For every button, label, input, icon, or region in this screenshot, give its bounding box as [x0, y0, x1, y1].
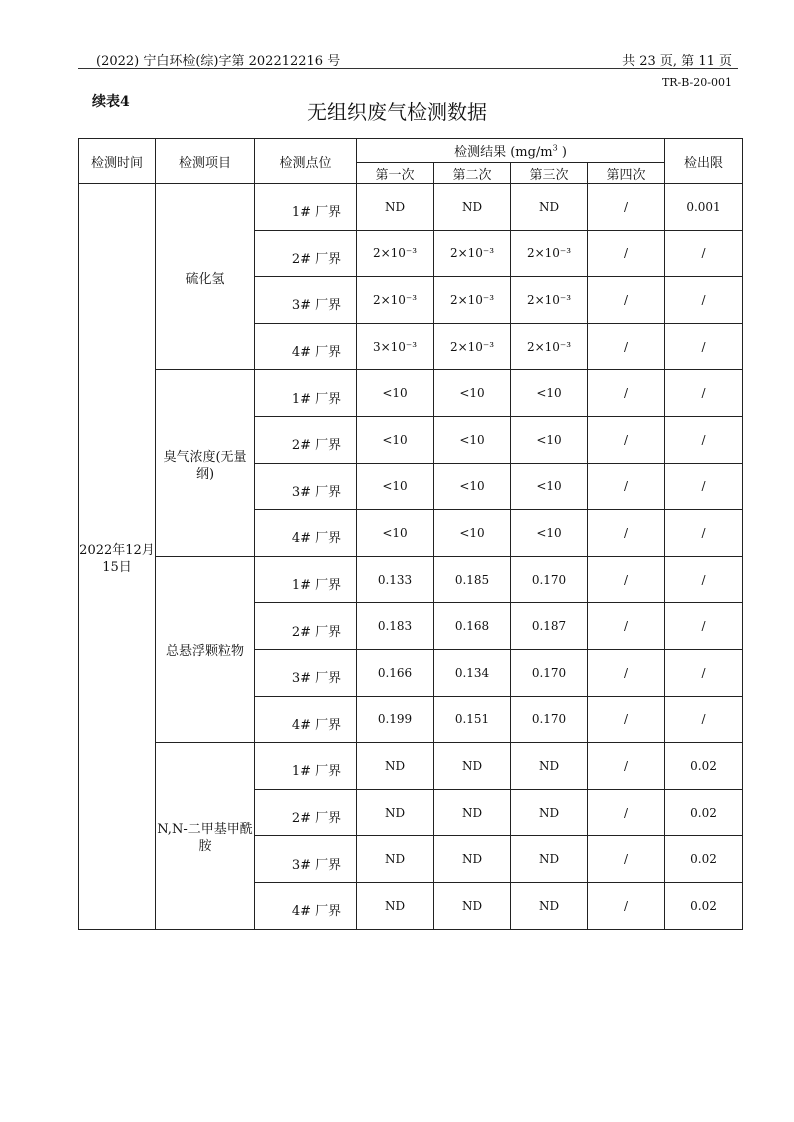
form-code: TR-B-20-001	[661, 76, 732, 89]
sampling-point	[255, 463, 357, 510]
sampling-point	[255, 184, 357, 231]
result-run-4: /	[588, 836, 665, 883]
result-run-2: 0.185	[434, 556, 511, 603]
col-header-run-2: 第二次	[434, 163, 511, 184]
result-unit-sup: 3	[552, 143, 558, 153]
detection-limit: /	[665, 416, 743, 463]
page-info: 共 23 页, 第 11 页	[622, 54, 732, 69]
result-run-2: ND	[434, 184, 511, 231]
sampling-point-label: 2# 厂界	[291, 438, 342, 454]
sampling-point	[255, 743, 357, 790]
result-run-2: 2×10⁻³	[434, 323, 511, 370]
sampling-point-label: 1# 厂界	[291, 578, 342, 594]
result-run-4: /	[588, 323, 665, 370]
detection-limit: 0.02	[665, 882, 743, 929]
col-header-time: 检测时间	[79, 139, 156, 184]
sampling-point	[255, 696, 357, 743]
detection-limit: /	[665, 510, 743, 557]
detection-limit: /	[665, 323, 743, 370]
sampling-date: 2022年12月15日	[79, 184, 156, 930]
result-run-2: <10	[434, 463, 511, 510]
sampling-point-label: 4# 厂界	[291, 531, 342, 547]
result-label: 检测结果 (mg/m	[454, 145, 553, 160]
result-run-4: /	[588, 696, 665, 743]
result-run-3: <10	[511, 510, 588, 557]
test-item: 硫化氢	[156, 184, 255, 370]
sampling-point-label: 3# 厂界	[291, 857, 342, 873]
result-run-2: ND	[434, 882, 511, 929]
detection-limit: 0.02	[665, 743, 743, 790]
header-divider	[78, 68, 738, 69]
result-run-3: ND	[511, 836, 588, 883]
result-run-1: ND	[357, 184, 434, 231]
result-run-3: 2×10⁻³	[511, 323, 588, 370]
col-header-limit: 检出限	[665, 139, 743, 184]
result-run-3: 0.170	[511, 556, 588, 603]
sampling-point	[255, 277, 357, 324]
detection-limit: /	[665, 696, 743, 743]
col-header-run-4: 第四次	[588, 163, 665, 184]
result-run-4: /	[588, 603, 665, 650]
sampling-point	[255, 603, 357, 650]
result-run-4: /	[588, 230, 665, 277]
sampling-point-label: 3# 厂界	[291, 484, 342, 500]
result-run-2: <10	[434, 416, 511, 463]
result-run-3: 2×10⁻³	[511, 277, 588, 324]
result-run-1: 0.183	[357, 603, 434, 650]
result-run-1: ND	[357, 743, 434, 790]
test-item: N,N-二甲基甲酰胺	[156, 743, 255, 929]
sampling-point-label: 1# 厂界	[291, 205, 342, 221]
result-run-1: <10	[357, 463, 434, 510]
data-table	[78, 138, 743, 930]
page-title: 无组织废气检测数据	[307, 100, 487, 124]
result-run-1: ND	[357, 882, 434, 929]
result-run-2: 0.168	[434, 603, 511, 650]
sampling-point-label: 4# 厂界	[291, 345, 342, 361]
col-header-result	[357, 139, 665, 163]
result-run-1: 2×10⁻³	[357, 230, 434, 277]
sampling-point	[255, 649, 357, 696]
detection-limit: 0.02	[665, 836, 743, 883]
col-header-run-1: 第一次	[357, 163, 434, 184]
detection-limit: /	[665, 603, 743, 650]
table-row	[79, 743, 743, 790]
result-run-2: ND	[434, 789, 511, 836]
sampling-point	[255, 230, 357, 277]
table-row	[79, 370, 743, 417]
detection-limit: /	[665, 556, 743, 603]
sampling-point-label: 2# 厂界	[291, 811, 342, 827]
detection-limit: /	[665, 649, 743, 696]
detection-limit: /	[665, 277, 743, 324]
table-label: 续表4	[92, 94, 130, 110]
sampling-point	[255, 556, 357, 603]
result-run-2: 2×10⁻³	[434, 230, 511, 277]
sampling-point-label: 3# 厂界	[291, 671, 342, 687]
sampling-point-label: 3# 厂界	[291, 298, 342, 314]
sampling-point-label: 2# 厂界	[291, 251, 342, 267]
result-run-1: 3×10⁻³	[357, 323, 434, 370]
result-run-4: /	[588, 743, 665, 790]
sampling-point	[255, 836, 357, 883]
sampling-point-label: 1# 厂界	[291, 391, 342, 407]
detection-limit: 0.02	[665, 789, 743, 836]
result-run-1: <10	[357, 370, 434, 417]
detection-limit: /	[665, 370, 743, 417]
result-run-1: 0.133	[357, 556, 434, 603]
result-label-end: )	[557, 145, 567, 160]
result-run-4: /	[588, 184, 665, 231]
detection-limit: 0.001	[665, 184, 743, 231]
result-run-4: /	[588, 789, 665, 836]
result-run-2: 2×10⁻³	[434, 277, 511, 324]
result-run-4: /	[588, 556, 665, 603]
result-run-2: ND	[434, 836, 511, 883]
col-header-item: 检测项目	[156, 139, 255, 184]
sampling-point	[255, 370, 357, 417]
result-run-3: ND	[511, 882, 588, 929]
result-run-4: /	[588, 882, 665, 929]
sampling-point-label: 4# 厂界	[291, 717, 342, 733]
col-header-run-3: 第三次	[511, 163, 588, 184]
result-run-1: 0.199	[357, 696, 434, 743]
sampling-point	[255, 882, 357, 929]
result-run-2: 0.134	[434, 649, 511, 696]
result-run-1: <10	[357, 416, 434, 463]
result-run-3: <10	[511, 416, 588, 463]
sampling-point	[255, 323, 357, 370]
result-run-3: <10	[511, 463, 588, 510]
result-run-1: 2×10⁻³	[357, 277, 434, 324]
col-header-point: 检测点位	[255, 139, 357, 184]
result-run-4: /	[588, 416, 665, 463]
detection-limit: /	[665, 230, 743, 277]
table-row	[79, 556, 743, 603]
result-run-1: <10	[357, 510, 434, 557]
sampling-point-label: 1# 厂界	[291, 764, 342, 780]
report-number: (2022) 宁白环检(综)字第 202212216 号	[96, 54, 341, 69]
result-run-3: 0.187	[511, 603, 588, 650]
result-run-4: /	[588, 370, 665, 417]
table-row	[79, 184, 743, 231]
result-run-1: ND	[357, 789, 434, 836]
result-run-3: ND	[511, 743, 588, 790]
result-run-2: <10	[434, 510, 511, 557]
sampling-point	[255, 789, 357, 836]
test-item: 总悬浮颗粒物	[156, 556, 255, 742]
sampling-point	[255, 416, 357, 463]
result-run-4: /	[588, 510, 665, 557]
result-run-4: /	[588, 649, 665, 696]
result-run-3: ND	[511, 789, 588, 836]
sampling-point	[255, 510, 357, 557]
detection-limit: /	[665, 463, 743, 510]
test-item: 臭气浓度(无量纲)	[156, 370, 255, 556]
result-run-3: 2×10⁻³	[511, 230, 588, 277]
result-run-3: 0.170	[511, 649, 588, 696]
result-run-3: <10	[511, 370, 588, 417]
sampling-point-label: 2# 厂界	[291, 624, 342, 640]
result-run-2: <10	[434, 370, 511, 417]
result-run-1: ND	[357, 836, 434, 883]
sampling-point-label: 4# 厂界	[291, 904, 342, 920]
result-run-3: 0.170	[511, 696, 588, 743]
result-run-2: ND	[434, 743, 511, 790]
result-run-3: ND	[511, 184, 588, 231]
result-run-1: 0.166	[357, 649, 434, 696]
result-run-2: 0.151	[434, 696, 511, 743]
result-run-4: /	[588, 277, 665, 324]
result-run-4: /	[588, 463, 665, 510]
